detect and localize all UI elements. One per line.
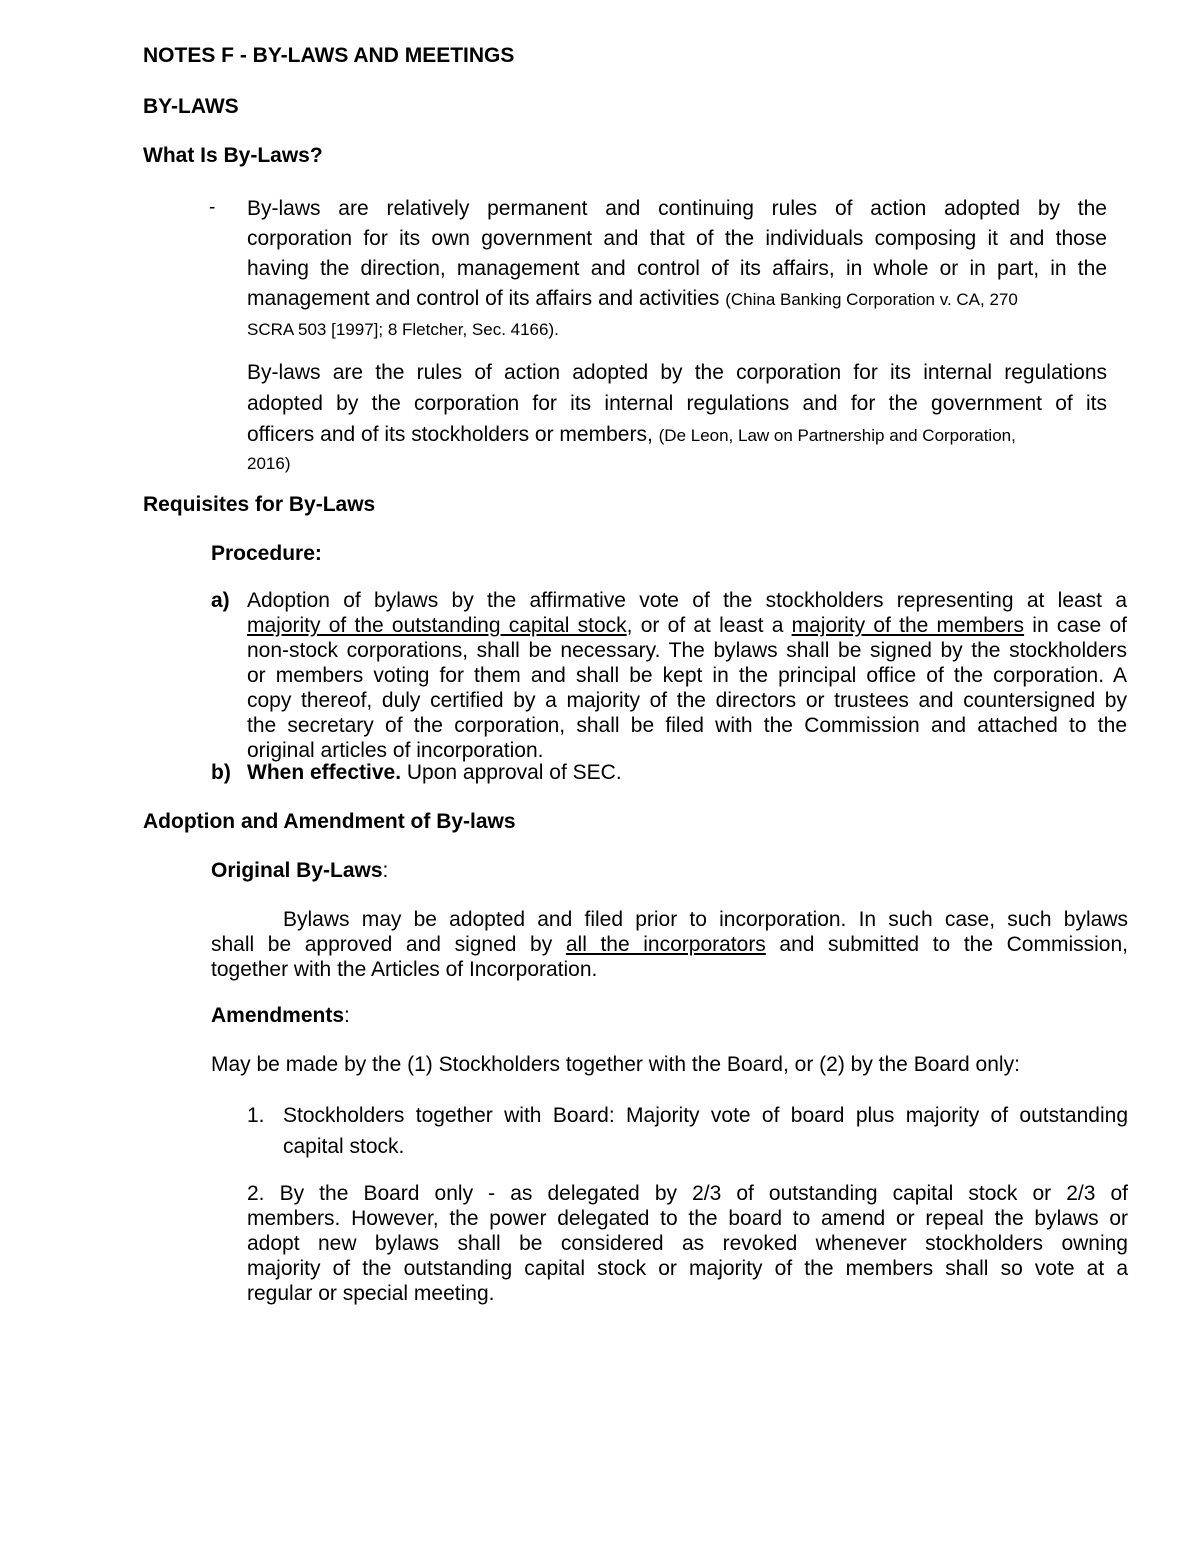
- item-1-line: capital stock.: [283, 1135, 405, 1158]
- def1-line: corporation for its own government and that of the individuals composing it and those: [247, 227, 1107, 250]
- original-text: and submitted to the Commission,: [765, 933, 1128, 956]
- def2-line: adopted by the corporation for its internal regulations and for the government of its: [247, 392, 1107, 415]
- item-2-line: majority of the outstanding capital stock or majority of the members shall so vote at a: [247, 1257, 1128, 1280]
- item-a-line: the secretary of the corporation, shall be filed with the Commission and attached to the: [247, 714, 1127, 737]
- item-a-text: , or of at least a: [626, 614, 792, 637]
- item-a-marker: a): [211, 589, 230, 612]
- citation: (China Banking Corporation v. CA, 270: [725, 290, 1018, 309]
- amendments-intro: May be made by the (1) Stockholders together with the Board, or (2) by the Board only:: [211, 1053, 1020, 1076]
- item-a-line: Adoption of bylaws by the affirmative vote of the stockholders representing at least a: [247, 589, 1127, 612]
- def2-line: By-laws are the rules of action adopted by the corporation for its internal regulations: [247, 361, 1107, 384]
- definition-paragraph-1: [247, 193, 1107, 343]
- original-heading-colon: :: [382, 859, 389, 882]
- heading-requisites: Requisites for By-Laws: [143, 493, 376, 516]
- item-a-line: original articles of incorporation.: [247, 739, 544, 762]
- section-heading-bylaws: BY-LAWS: [143, 95, 239, 118]
- original-line: [211, 933, 1128, 958]
- amend-heading-text: Amendments: [211, 1004, 345, 1027]
- underlined-phrase: all the incorporators: [565, 933, 766, 956]
- procedure-item-a: [247, 589, 1127, 764]
- item-b-text: Upon approval of SEC.: [401, 761, 622, 784]
- original-bylaws-paragraph: [211, 908, 1128, 983]
- heading-original-bylaws: [211, 859, 388, 883]
- def1-line: By-laws are relatively permanent and continuing rules of action adopted by the: [247, 197, 1107, 220]
- item-a-line: copy thereof, duly certified by a majority of the directors or trustees and countersigned by: [247, 689, 1127, 712]
- original-line: Bylaws may be adopted and filed prior to incorporation. In such case, such bylaws: [283, 908, 1128, 931]
- item-1-marker: 1.: [247, 1104, 265, 1127]
- def2-text: officers and of its stockholders or members,: [247, 423, 659, 446]
- citation: (De Leon, Law on Partnership and Corporation,: [658, 426, 1016, 445]
- def1-line: [247, 313, 1107, 343]
- procedure-item-b: [247, 761, 622, 785]
- heading-procedure: Procedure:: [211, 542, 322, 565]
- item-2-line: 2. By the Board only - as delegated by 2/3 of outstanding capital stock or 2/3 of: [247, 1182, 1128, 1205]
- definition-paragraph-2: [247, 357, 1107, 475]
- def1-line: [247, 283, 1107, 313]
- item-a-line: or members voting for them and shall be kept in the principal office of the corporation. A: [247, 664, 1127, 687]
- bullet-dash: -: [209, 197, 216, 218]
- item-a-line: non-stock corporations, shall be necessary. The bylaws shall be signed by the stockholders: [247, 639, 1127, 662]
- def1-text: management and control of its affairs and activities: [247, 287, 726, 310]
- citation: 2016): [247, 454, 291, 473]
- item-a-text: in case of: [1024, 614, 1127, 637]
- item-2-line: members. However, the power delegated to the board to amend or repeal the bylaws or: [247, 1207, 1128, 1230]
- underlined-phrase: majority of the members: [791, 614, 1025, 637]
- original-text: shall be approved and signed by: [211, 933, 566, 956]
- page-title: NOTES F - BY-LAWS AND MEETINGS: [143, 44, 515, 67]
- item-b-bold: When effective.: [247, 761, 402, 784]
- item-a-line: [247, 614, 1127, 639]
- def2-line: [247, 447, 1107, 475]
- amendment-item-1: [283, 1104, 1128, 1166]
- item-1-line: Stockholders together with Board: Majority vote of board plus majority of outstanding: [283, 1104, 1128, 1127]
- item-2-line: regular or special meeting.: [247, 1282, 495, 1305]
- item-2-line: adopt new bylaws shall be considered as revoked whenever stockholders owning: [247, 1232, 1128, 1255]
- underlined-phrase: majority of the outstanding capital stock: [247, 614, 627, 637]
- original-line: together with the Articles of Incorporation.: [211, 958, 598, 981]
- heading-adoption-amendment: Adoption and Amendment of By-laws: [143, 810, 516, 833]
- citation: SCRA 503 [1997]; 8 Fletcher, Sec. 4166).: [247, 320, 559, 339]
- original-heading-text: Original By-Laws: [211, 859, 383, 882]
- def1-line: having the direction, management and control of its affairs, in whole or in part, in the: [247, 257, 1107, 280]
- def2-line: [247, 419, 1107, 447]
- amend-heading-colon: :: [344, 1004, 350, 1027]
- amendment-item-2: [247, 1182, 1128, 1307]
- heading-amendments: [211, 1004, 350, 1028]
- heading-what-is-bylaws: What Is By-Laws?: [143, 144, 323, 167]
- item-b-marker: b): [211, 761, 231, 784]
